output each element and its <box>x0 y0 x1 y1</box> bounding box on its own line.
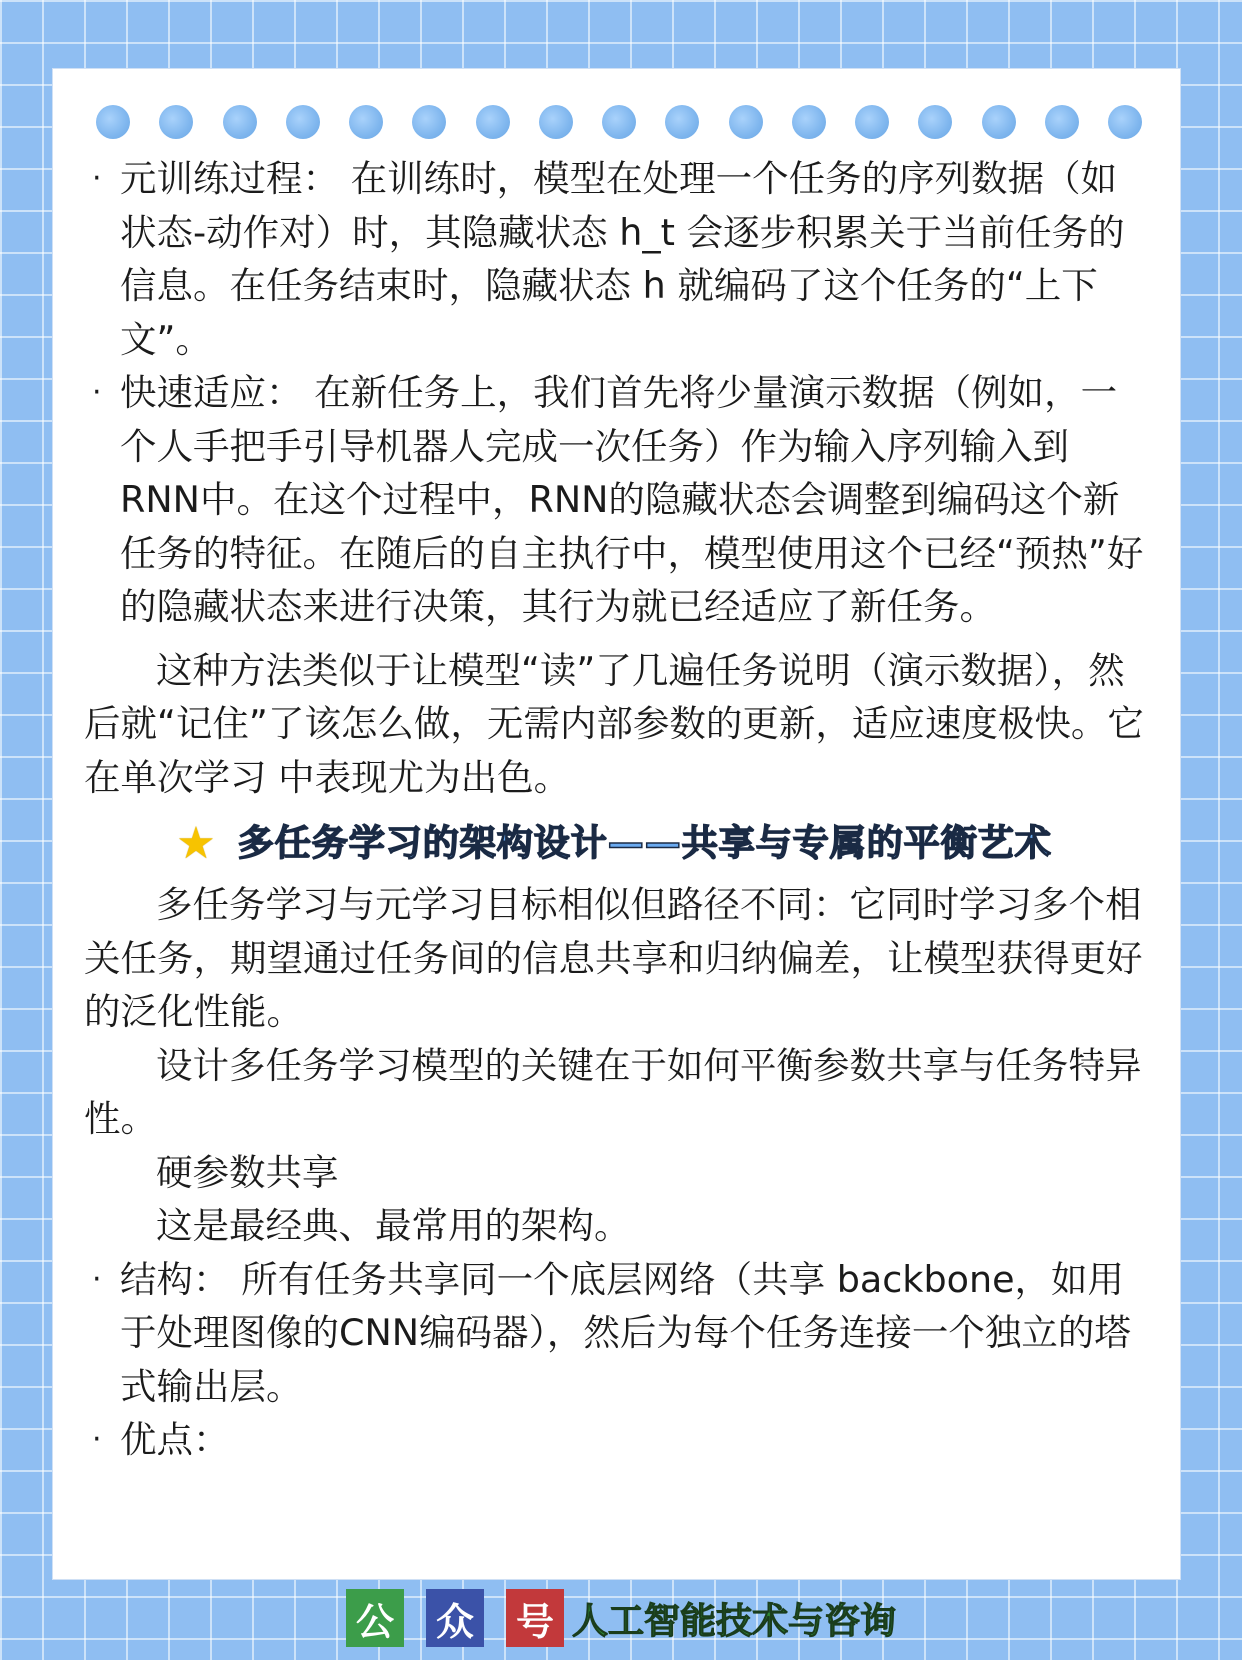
binding-hole <box>96 105 130 139</box>
bullet-structure <box>84 1253 1144 1414</box>
paragraph: 这是最经典、最常用的架构。 <box>156 1204 631 1247</box>
bullet-marker: · <box>92 161 102 196</box>
bullet-advantages <box>84 1413 1144 1467</box>
binding-hole <box>223 105 257 139</box>
footer-banner <box>0 1586 1242 1650</box>
section-heading-text: 多任务学习的架构设计——共享与专属的平衡艺术 <box>237 823 1052 865</box>
bullet-marker: · <box>92 375 102 410</box>
binding-hole <box>918 105 952 139</box>
binding-hole <box>1045 105 1079 139</box>
paragraph: 多任务学习与元学习目标相似但路径不同：它同时学习多个相关任务，期望通过任务间的信息共享和归纳偏差，让模型获得更好的泛化性能。 <box>84 883 1143 1033</box>
binding-hole <box>665 105 699 139</box>
binding-hole <box>1108 105 1142 139</box>
binding-hole <box>729 105 763 139</box>
section-heading <box>84 812 1144 876</box>
footer-tile-zhong: 众 <box>426 1589 484 1647</box>
paragraph: 设计多任务学习模型的关键在于如何平衡参数共享与任务特异性。 <box>84 1043 1142 1140</box>
binding-hole <box>159 105 193 139</box>
bullet-text: 结构： 所有任务共享同一个底层网络（共享 backbone，如用于处理图像的CNN编码器），然后为每个任务连接一个独立的塔式输出层。 <box>120 1257 1131 1408</box>
footer-tile-hao: 号 <box>506 1589 564 1647</box>
bullet-text: 快速适应： 在新任务上，我们首先将少量演示数据（例如，一个人手把手引导机器人完成一次任务）作为输入序列输入到RNN中。在这个过程中，RNN的隐藏状态会调整到编码这个新任务的特征。在随后的自主执行中，模型使用这个已经“预热”好的隐藏状态来进行决策，其行为就已经适应了新任务。 <box>120 371 1144 628</box>
bullet-text: 优点： <box>120 1418 230 1461</box>
binding-hole <box>349 105 383 139</box>
bullet-marker: · <box>92 1261 102 1297</box>
article-content <box>84 152 1144 1467</box>
account-name: 人工智能技术与咨询 <box>571 1600 896 1642</box>
summary-paragraph: 这种方法类似于让模型“读”了几遍任务说明（演示数据），然后就“记住”了该怎么做，无需内部参数的更新，适应速度极快。它在单次学习 中表现尤为出色。 <box>84 648 1144 799</box>
binding-hole <box>982 105 1016 139</box>
binding-hole <box>539 105 573 139</box>
binding-holes <box>96 105 1142 141</box>
binding-hole <box>476 105 510 139</box>
bullet-text: 元训练过程： 在训练时，模型在处理一个任务的序列数据（如状态-动作对）时，其隐藏状态 h_t 会逐步积累关于当前任务的信息。在任务结束时，隐藏状态 h 就编码了这个任务的“上下文”。 <box>120 157 1125 361</box>
star-icon: ★ <box>176 818 216 870</box>
bullet-meta-training <box>84 152 1144 366</box>
binding-hole <box>286 105 320 139</box>
binding-hole <box>792 105 826 139</box>
footer-tile-gong: 公 <box>346 1589 404 1647</box>
subheading-hard-sharing: 硬参数共享 <box>156 1150 339 1194</box>
binding-hole <box>855 105 889 139</box>
binding-hole <box>412 105 446 139</box>
bullet-fast-adaptation <box>84 366 1144 634</box>
binding-hole <box>602 105 636 139</box>
bullet-marker: · <box>92 1422 102 1457</box>
